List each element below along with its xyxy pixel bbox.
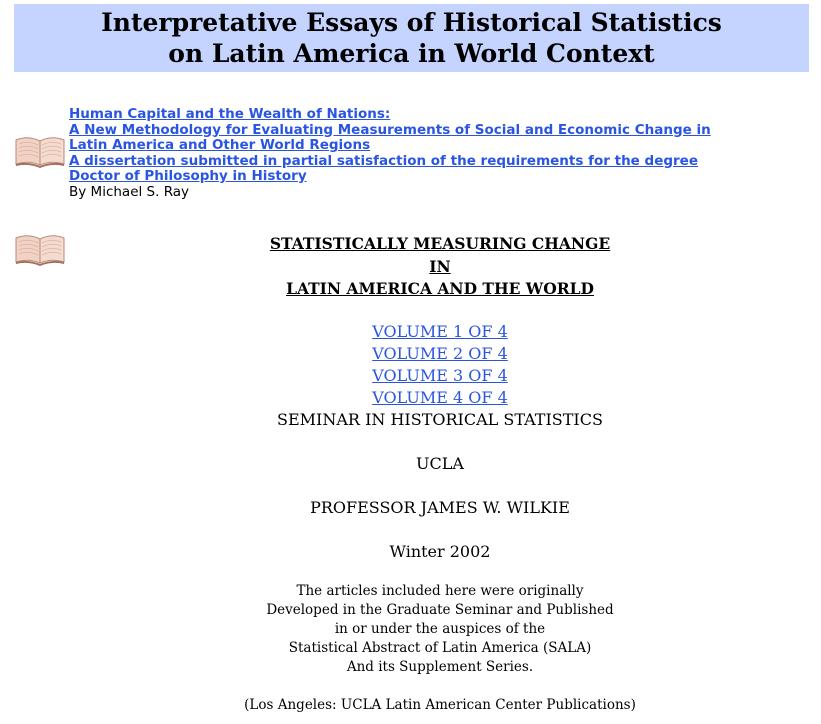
statistics-title-line-3: LATIN AMERICA AND THE WORLD — [286, 279, 594, 298]
banner-title-line-2: on Latin America in World Context — [168, 39, 655, 68]
term-label-wrap — [60, 541, 820, 563]
open-book-icon — [14, 132, 66, 168]
university-label-wrap — [60, 453, 820, 475]
open-book-icon — [14, 230, 66, 266]
publication-note — [60, 582, 820, 677]
publisher-wrap — [60, 696, 820, 715]
note-line-5: And its Supplement Series. — [346, 659, 534, 675]
dissertation-author: By Michael S. Ray — [69, 183, 190, 200]
note-line-3: in or under the auspices of the — [334, 621, 546, 637]
dissertation-link-line-1[interactable]: Human Capital and the Wealth of Nations: — [69, 106, 391, 122]
volume-2-link[interactable]: VOLUME 2 OF 4 — [372, 344, 508, 363]
note-line-4: Statistical Abstract of Latin America (SALA) — [288, 640, 592, 656]
dissertation-link-line-3[interactable]: Latin America and Other World Regions — [69, 137, 371, 153]
professor-label-wrap — [60, 497, 820, 519]
dissertation-link-line-4[interactable]: A dissertation submitted in partial satisfaction of the requirements for the degree — [69, 152, 698, 169]
page-banner — [14, 4, 809, 72]
volume-links — [60, 321, 820, 431]
note-line-2: Developed in the Graduate Seminar and Published — [266, 602, 614, 618]
term-label: Winter 2002 — [389, 542, 491, 561]
university-label: UCLA — [416, 454, 464, 473]
banner-title-line-1: Interpretative Essays of Historical Statistics — [101, 8, 722, 37]
dissertation-link-line-5[interactable]: Doctor of Philosophy in History — [69, 168, 307, 184]
seminar-label: SEMINAR IN HISTORICAL STATISTICS — [277, 410, 603, 429]
statistics-title-line-1: STATISTICALLY MEASURING CHANGE — [269, 234, 611, 253]
volume-1-link[interactable]: VOLUME 1 OF 4 — [372, 322, 508, 341]
dissertation-block — [69, 107, 814, 200]
publisher-label: (Los Angeles: UCLA Latin American Center Publications) — [244, 697, 636, 713]
statistics-title-line-2: IN — [429, 256, 451, 276]
volume-4-link[interactable]: VOLUME 4 OF 4 — [372, 388, 508, 407]
professor-label: PROFESSOR JAMES W. WILKIE — [310, 498, 570, 517]
volume-3-link[interactable]: VOLUME 3 OF 4 — [372, 366, 508, 385]
dissertation-link-line-2[interactable]: A New Methodology for Evaluating Measurements of Social and Economic Change in — [69, 121, 711, 138]
statistics-title — [60, 233, 820, 301]
note-line-1: The articles included here were originally — [296, 583, 584, 599]
